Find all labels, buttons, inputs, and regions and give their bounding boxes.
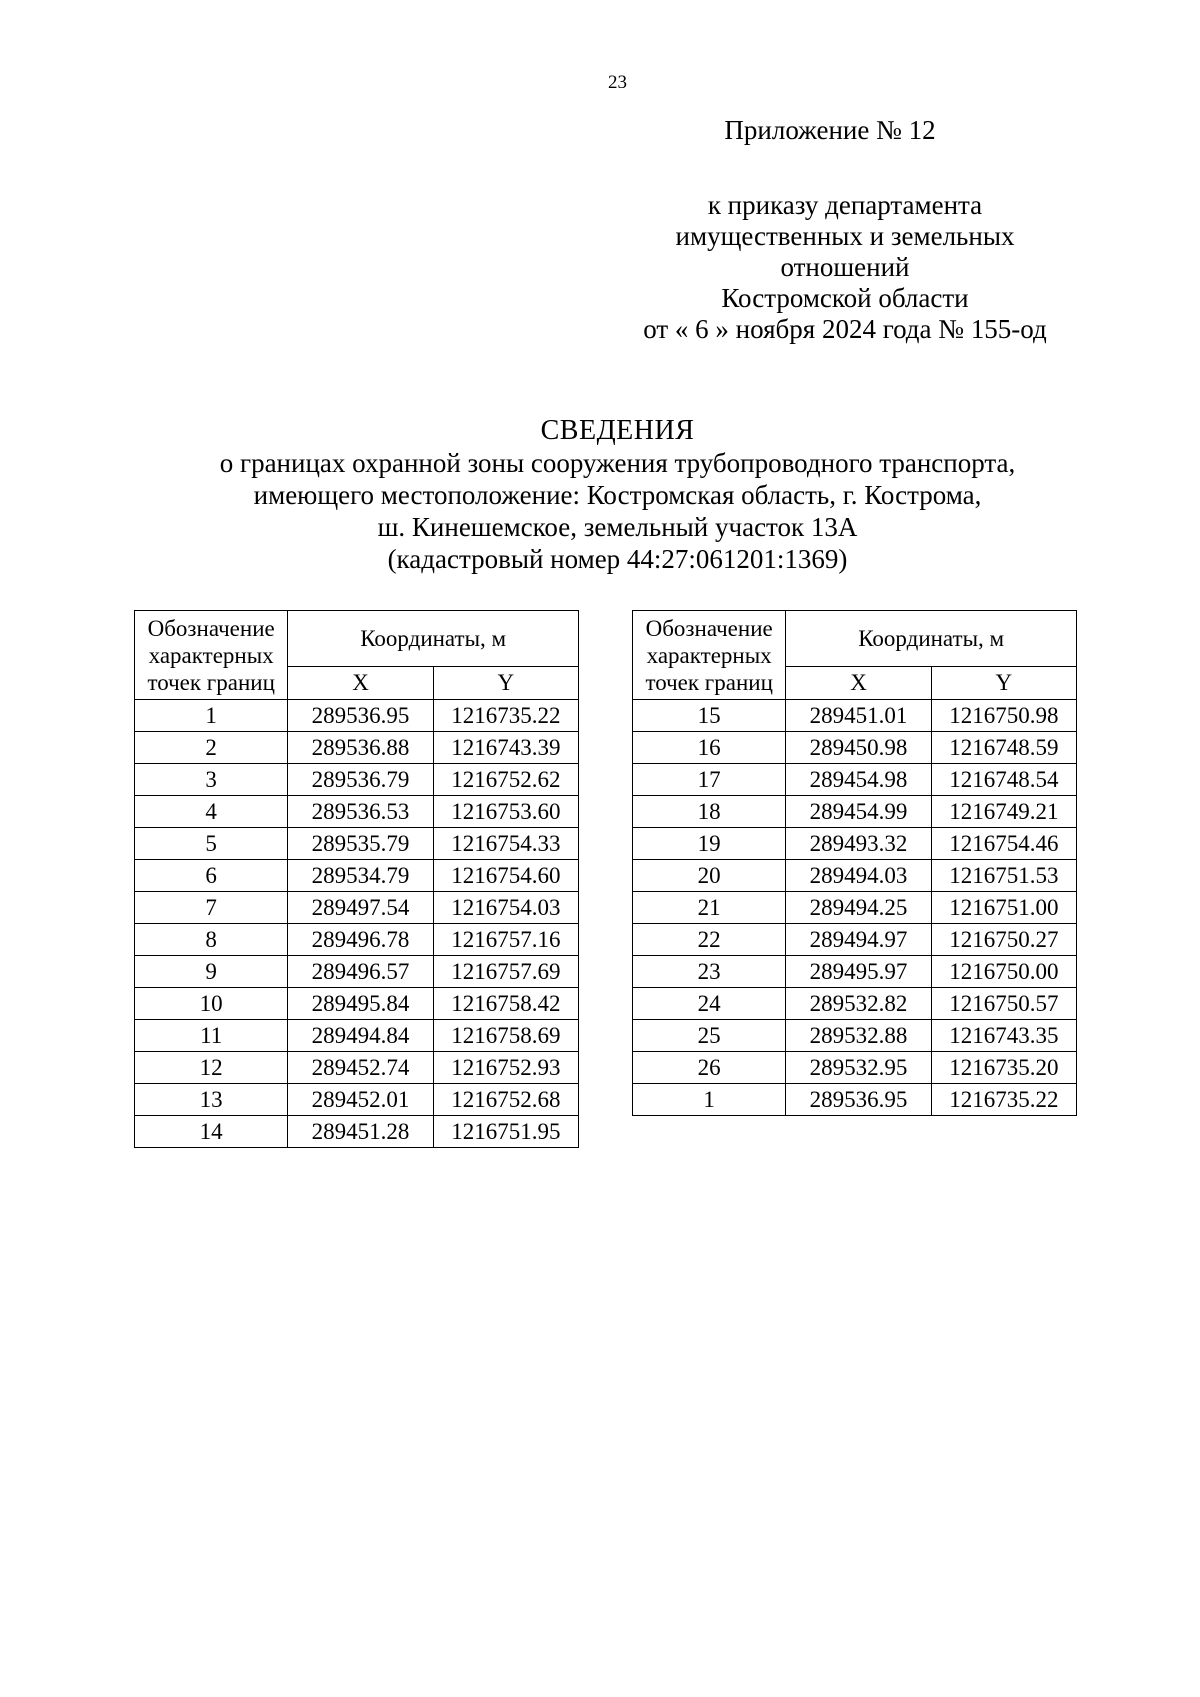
point-cell: 1 xyxy=(633,1084,786,1116)
point-cell: 3 xyxy=(135,764,288,796)
y-cell: 1216752.93 xyxy=(433,1052,578,1084)
x-cell: 289454.99 xyxy=(786,796,931,828)
point-cell: 25 xyxy=(633,1020,786,1052)
header-x: X xyxy=(786,667,931,700)
table-row xyxy=(633,1052,1077,1084)
table-row xyxy=(633,988,1077,1020)
table-row xyxy=(633,1020,1077,1052)
point-cell: 16 xyxy=(633,732,786,764)
table-body-left xyxy=(135,700,579,1148)
header-y: Y xyxy=(433,667,578,700)
table-row xyxy=(633,796,1077,828)
subtitle-line: ш. Кинешемское, земельный участок 13А xyxy=(377,512,858,542)
point-cell: 14 xyxy=(135,1116,288,1148)
subtitle-line: (кадастровый номер 44:27:061201:1369) xyxy=(387,544,848,574)
subtitle-line: имеющего местоположение: Костромская область, г. Кострома, xyxy=(253,480,982,510)
y-cell: 1216750.27 xyxy=(931,924,1076,956)
table-row xyxy=(633,764,1077,796)
table-row xyxy=(633,956,1077,988)
y-cell: 1216753.60 xyxy=(433,796,578,828)
point-cell: 4 xyxy=(135,796,288,828)
x-cell: 289495.84 xyxy=(288,988,433,1020)
x-cell: 289496.57 xyxy=(288,956,433,988)
y-cell: 1216748.59 xyxy=(931,732,1076,764)
table-row xyxy=(135,1084,579,1116)
point-cell: 10 xyxy=(135,988,288,1020)
x-cell: 289454.98 xyxy=(786,764,931,796)
point-cell: 19 xyxy=(633,828,786,860)
y-cell: 1216758.69 xyxy=(433,1020,578,1052)
y-cell: 1216751.53 xyxy=(931,860,1076,892)
table-row xyxy=(633,828,1077,860)
table-row xyxy=(135,796,579,828)
table-row xyxy=(135,892,579,924)
table-row xyxy=(135,1020,579,1052)
y-cell: 1216754.03 xyxy=(433,892,578,924)
x-cell: 289532.82 xyxy=(786,988,931,1020)
point-cell: 21 xyxy=(633,892,786,924)
y-cell: 1216752.68 xyxy=(433,1084,578,1116)
table-row xyxy=(135,1052,579,1084)
point-cell: 26 xyxy=(633,1052,786,1084)
point-cell: 2 xyxy=(135,732,288,764)
table-row xyxy=(135,828,579,860)
table-row xyxy=(633,700,1077,732)
x-cell: 289451.01 xyxy=(786,700,931,732)
x-cell: 289534.79 xyxy=(288,860,433,892)
y-cell: 1216750.57 xyxy=(931,988,1076,1020)
y-cell: 1216750.98 xyxy=(931,700,1076,732)
point-cell: 15 xyxy=(633,700,786,732)
order-reference xyxy=(600,190,1090,345)
x-cell: 289496.78 xyxy=(288,924,433,956)
table-row xyxy=(633,732,1077,764)
y-cell: 1216754.46 xyxy=(931,828,1076,860)
point-cell: 1 xyxy=(135,700,288,732)
table-body-right xyxy=(633,700,1077,1116)
x-cell: 289536.88 xyxy=(288,732,433,764)
x-cell: 289494.84 xyxy=(288,1020,433,1052)
y-cell: 1216754.60 xyxy=(433,860,578,892)
table-row xyxy=(633,1084,1077,1116)
order-line: от « 6 » ноября 2024 года № 155-од xyxy=(643,314,1047,344)
x-cell: 289494.25 xyxy=(786,892,931,924)
document-title-block xyxy=(100,415,1135,575)
order-line: к приказу департамента xyxy=(707,190,983,220)
x-cell: 289450.98 xyxy=(786,732,931,764)
x-cell: 289535.79 xyxy=(288,828,433,860)
x-cell: 289532.88 xyxy=(786,1020,931,1052)
y-cell: 1216751.00 xyxy=(931,892,1076,924)
point-cell: 9 xyxy=(135,956,288,988)
x-cell: 289494.03 xyxy=(786,860,931,892)
y-cell: 1216735.22 xyxy=(433,700,578,732)
point-cell: 20 xyxy=(633,860,786,892)
header-y: Y xyxy=(931,667,1076,700)
point-cell: 23 xyxy=(633,956,786,988)
point-cell: 8 xyxy=(135,924,288,956)
table-row xyxy=(135,1116,579,1148)
header-x: X xyxy=(288,667,433,700)
page-number: 23 xyxy=(608,72,627,93)
header-coordinates: Координаты, м xyxy=(288,611,579,667)
table-row xyxy=(135,700,579,732)
table-row xyxy=(135,732,579,764)
table-row xyxy=(135,956,579,988)
x-cell: 289536.53 xyxy=(288,796,433,828)
table-row xyxy=(135,924,579,956)
header-point: Обозначение характерных точек границ xyxy=(135,611,288,700)
x-cell: 289493.32 xyxy=(786,828,931,860)
y-cell: 1216757.16 xyxy=(433,924,578,956)
point-cell: 7 xyxy=(135,892,288,924)
order-line: отношений xyxy=(780,252,910,282)
point-cell: 12 xyxy=(135,1052,288,1084)
subtitle-line: о границах охранной зоны сооружения трубопроводного транспорта, xyxy=(219,448,1016,478)
header-point: Обозначение характерных точек границ xyxy=(633,611,786,700)
point-cell: 11 xyxy=(135,1020,288,1052)
y-cell: 1216757.69 xyxy=(433,956,578,988)
x-cell: 289536.95 xyxy=(288,700,433,732)
point-cell: 13 xyxy=(135,1084,288,1116)
table-row xyxy=(135,988,579,1020)
point-cell: 17 xyxy=(633,764,786,796)
order-line: имущественных и земельных xyxy=(675,221,1015,251)
coordinates-table-right xyxy=(632,610,1077,1116)
x-cell: 289494.97 xyxy=(786,924,931,956)
y-cell: 1216735.20 xyxy=(931,1052,1076,1084)
x-cell: 289536.95 xyxy=(786,1084,931,1116)
table-row xyxy=(633,860,1077,892)
point-cell: 22 xyxy=(633,924,786,956)
y-cell: 1216754.33 xyxy=(433,828,578,860)
y-cell: 1216749.21 xyxy=(931,796,1076,828)
table-row xyxy=(633,924,1077,956)
point-cell: 24 xyxy=(633,988,786,1020)
y-cell: 1216748.54 xyxy=(931,764,1076,796)
order-line: Костромской области xyxy=(721,283,969,313)
table-row xyxy=(633,892,1077,924)
point-cell: 18 xyxy=(633,796,786,828)
y-cell: 1216752.62 xyxy=(433,764,578,796)
point-cell: 6 xyxy=(135,860,288,892)
x-cell: 289451.28 xyxy=(288,1116,433,1148)
y-cell: 1216750.00 xyxy=(931,956,1076,988)
y-cell: 1216743.39 xyxy=(433,732,578,764)
y-cell: 1216751.95 xyxy=(433,1116,578,1148)
point-cell: 5 xyxy=(135,828,288,860)
y-cell: 1216743.35 xyxy=(931,1020,1076,1052)
y-cell: 1216758.42 xyxy=(433,988,578,1020)
x-cell: 289532.95 xyxy=(786,1052,931,1084)
header-coordinates: Координаты, м xyxy=(786,611,1077,667)
appendix-heading: Приложение № 12 xyxy=(724,115,936,145)
y-cell: 1216735.22 xyxy=(931,1084,1076,1116)
table-row xyxy=(135,764,579,796)
x-cell: 289497.54 xyxy=(288,892,433,924)
coordinates-table-left xyxy=(134,610,579,1148)
table-row xyxy=(135,860,579,892)
x-cell: 289452.01 xyxy=(288,1084,433,1116)
x-cell: 289452.74 xyxy=(288,1052,433,1084)
document-title: СВЕДЕНИЯ xyxy=(540,415,695,446)
x-cell: 289495.97 xyxy=(786,956,931,988)
x-cell: 289536.79 xyxy=(288,764,433,796)
